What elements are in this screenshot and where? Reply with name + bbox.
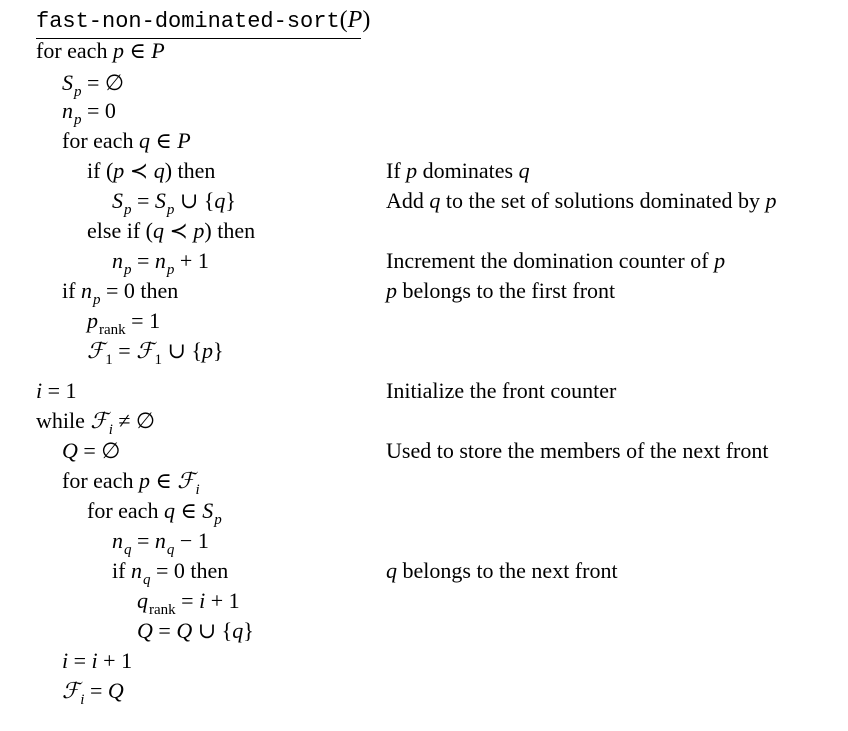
code-line-3: $n_p = 0$ — [62, 98, 116, 128]
code-line-19: $q_{rank} = i + 1$ — [137, 588, 240, 618]
code-line-16: for each q ∈ $S_p$ — [87, 498, 222, 528]
comment-line-6: Add q to the set of solutions dominated by p — [386, 188, 777, 213]
code-line-4: for each q ∈ P — [62, 128, 191, 153]
comment-line-18: q belongs to the next front — [386, 558, 618, 583]
comment-line-14: Used to store the members of the next front — [386, 438, 769, 463]
code-line-21: i = i + 1 — [62, 648, 133, 673]
algorithm-header: fast-non-dominated-sort(P) — [36, 7, 371, 34]
code-line-11: ℱ$_1$ = ℱ$_1$ ∪ {p} — [87, 338, 224, 368]
code-line-14: Q = ∅ — [62, 438, 121, 463]
code-line-20: Q = Q ∪ {q} — [137, 618, 254, 643]
code-line-6: $S_p = S_p$ ∪ {q} — [112, 188, 236, 218]
code-line-1: for each p ∈ P — [36, 38, 165, 63]
code-line-2: $S_p$ = ∅ — [62, 70, 125, 100]
code-line-5: if (p ≺ q) then — [87, 158, 216, 183]
comment-line-5: If p dominates q — [386, 158, 530, 183]
function-name: fast-non-dominated-sort — [36, 9, 340, 34]
code-line-7: else if (q ≺ p) then — [87, 218, 256, 243]
code-line-10: $p_{rank} = 1$ — [87, 308, 161, 338]
code-line-13: while ℱ$_i$ ≠ ∅ — [36, 408, 156, 438]
code-line-18: if $n_q = 0$ then — [112, 558, 229, 588]
code-line-22: ℱ$_i$ = Q — [62, 678, 124, 708]
code-line-12: i = 1 — [36, 378, 77, 403]
comment-line-12: Initialize the front counter — [386, 378, 617, 403]
code-line-8: $n_p = n_p + 1$ — [112, 248, 209, 278]
comment-line-9: p belongs to the first front — [386, 278, 616, 303]
code-line-15: for each p ∈ ℱ$_i$ — [62, 468, 200, 498]
code-line-17: $n_q = n_q - 1$ — [112, 528, 209, 558]
code-line-9: if $n_p = 0$ then — [62, 278, 179, 308]
comment-line-8: Increment the domination counter of p — [386, 248, 726, 273]
function-argument: P — [347, 7, 363, 33]
